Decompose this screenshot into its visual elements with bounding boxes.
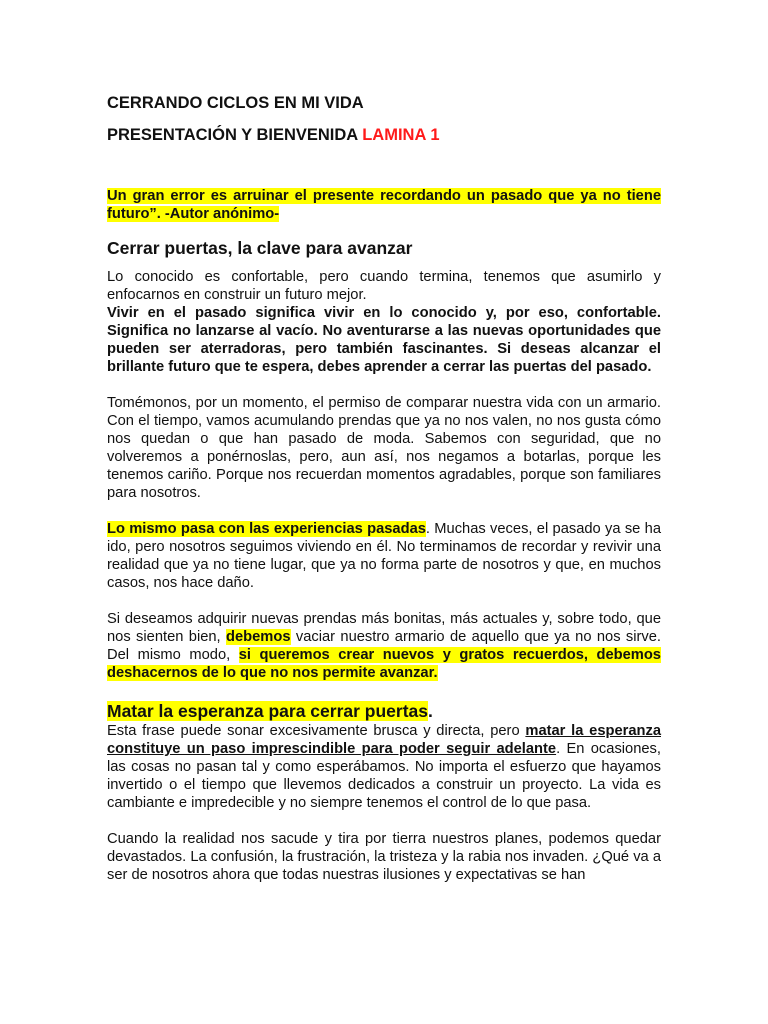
paragraph-6: Cuando la realidad nos sacude y tira por tierra nuestros planes, podemos quedar devastados. La confusión, la frustración, la tristeza y la rabia nos invaden. ¿Qué va a ser de nosotros ahora que todas nuestras ilusiones y expectativas se han [107,831,661,883]
paragraph-4 [107,610,661,682]
paragraph-3-highlight: Lo mismo pasa con las experiencias pasadas [107,521,426,537]
subtitle-text: PRESENTACIÓN Y BIENVENIDA [107,126,358,144]
section-heading-2 [107,700,661,722]
paragraph-5-text-b: . En ocasiones, las cosas no pasan tal y como esperábamos. No importa el esfuerzo que hayamos invertido o el tiempo que llevemos dedicados a construir un proyecto. La vida es cambiante e impredecible y no siempre tenemos el control de lo que pasa. [107,741,661,811]
quote-paragraph [107,187,661,223]
paragraph-3 [107,520,661,592]
paragraph-1-bold: Vivir en el pasado significa vivir en lo conocido y, por eso, confortable. Significa no lanzarse al vacío. No aventurarse a las nuevas oportunidades que pueden ser aterradoras, pero también fascinantes. Si deseas alcanzar el brillante futuro que te espera, debes aprender a cerrar las puertas del pasado. [107,305,661,375]
paragraph-1: Lo conocido es confortable, pero cuando termina, tenemos que asumirlo y enfocarnos en construir un futuro mejor. [107,269,661,303]
document-title: CERRANDO CICLOS EN MI VIDA [107,94,364,112]
document-body [107,93,661,884]
section-heading-1: Cerrar puertas, la clave para avanzar [107,238,413,258]
paragraph-5-underlined: matar la esperanza constituye un paso imprescindible para poder seguir adelante [107,723,661,757]
paragraph-4-text-b: vaciar nuestro armario de aquello que ya no nos sirve. Del mismo modo, [107,629,662,663]
paragraph-2: Tomémonos, por un momento, el permiso de comparar nuestra vida con un armario. Con el tiempo, vamos acumulando prendas que ya no nos valen, no nos gusta cómo nos quedan o que han pasado de moda. Sabemos con seguridad, que no volveremos a ponérnoslas, pero, aun así, nos negamos a botarlas, porque les tenemos cariño. Porque nos recuerdan momentos agradables, porque son familiares para nosotros. [107,395,661,501]
subtitle-tag: LAMINA 1 [362,126,440,144]
paragraph-3-text: . Muchas veces, el pasado ya se ha ido, pero nosotros seguimos viviendo en él. No terminamos de recordar y revivir una realidad que ya no tiene lugar, que ya no forma parte de nosotros y que, en muchos casos, nos hace daño. [107,521,661,591]
section-heading-2-end: . [428,701,433,721]
quote-text: Un gran error es arruinar el presente recordando un pasado que ya no tiene futuro”. -Autor anónimo- [107,188,661,222]
paragraph-4-highlight-2: si queremos crear nuevos y gratos recuerdos, debemos deshacernos de lo que no nos permite avanzar. [107,647,661,681]
paragraph-4-text-a: Si deseamos adquirir nuevas prendas más bonitas, más actuales y, sobre todo, que nos sienten bien, [107,611,661,645]
paragraph-5-text-a: Esta frase puede sonar excesivamente brusca y directa, pero [107,723,526,739]
section-heading-2-text: Matar la esperanza para cerrar puertas [107,701,428,721]
document-subtitle [107,125,661,145]
paragraph-4-highlight: debemos [226,629,291,645]
paragraph-5 [107,722,661,812]
